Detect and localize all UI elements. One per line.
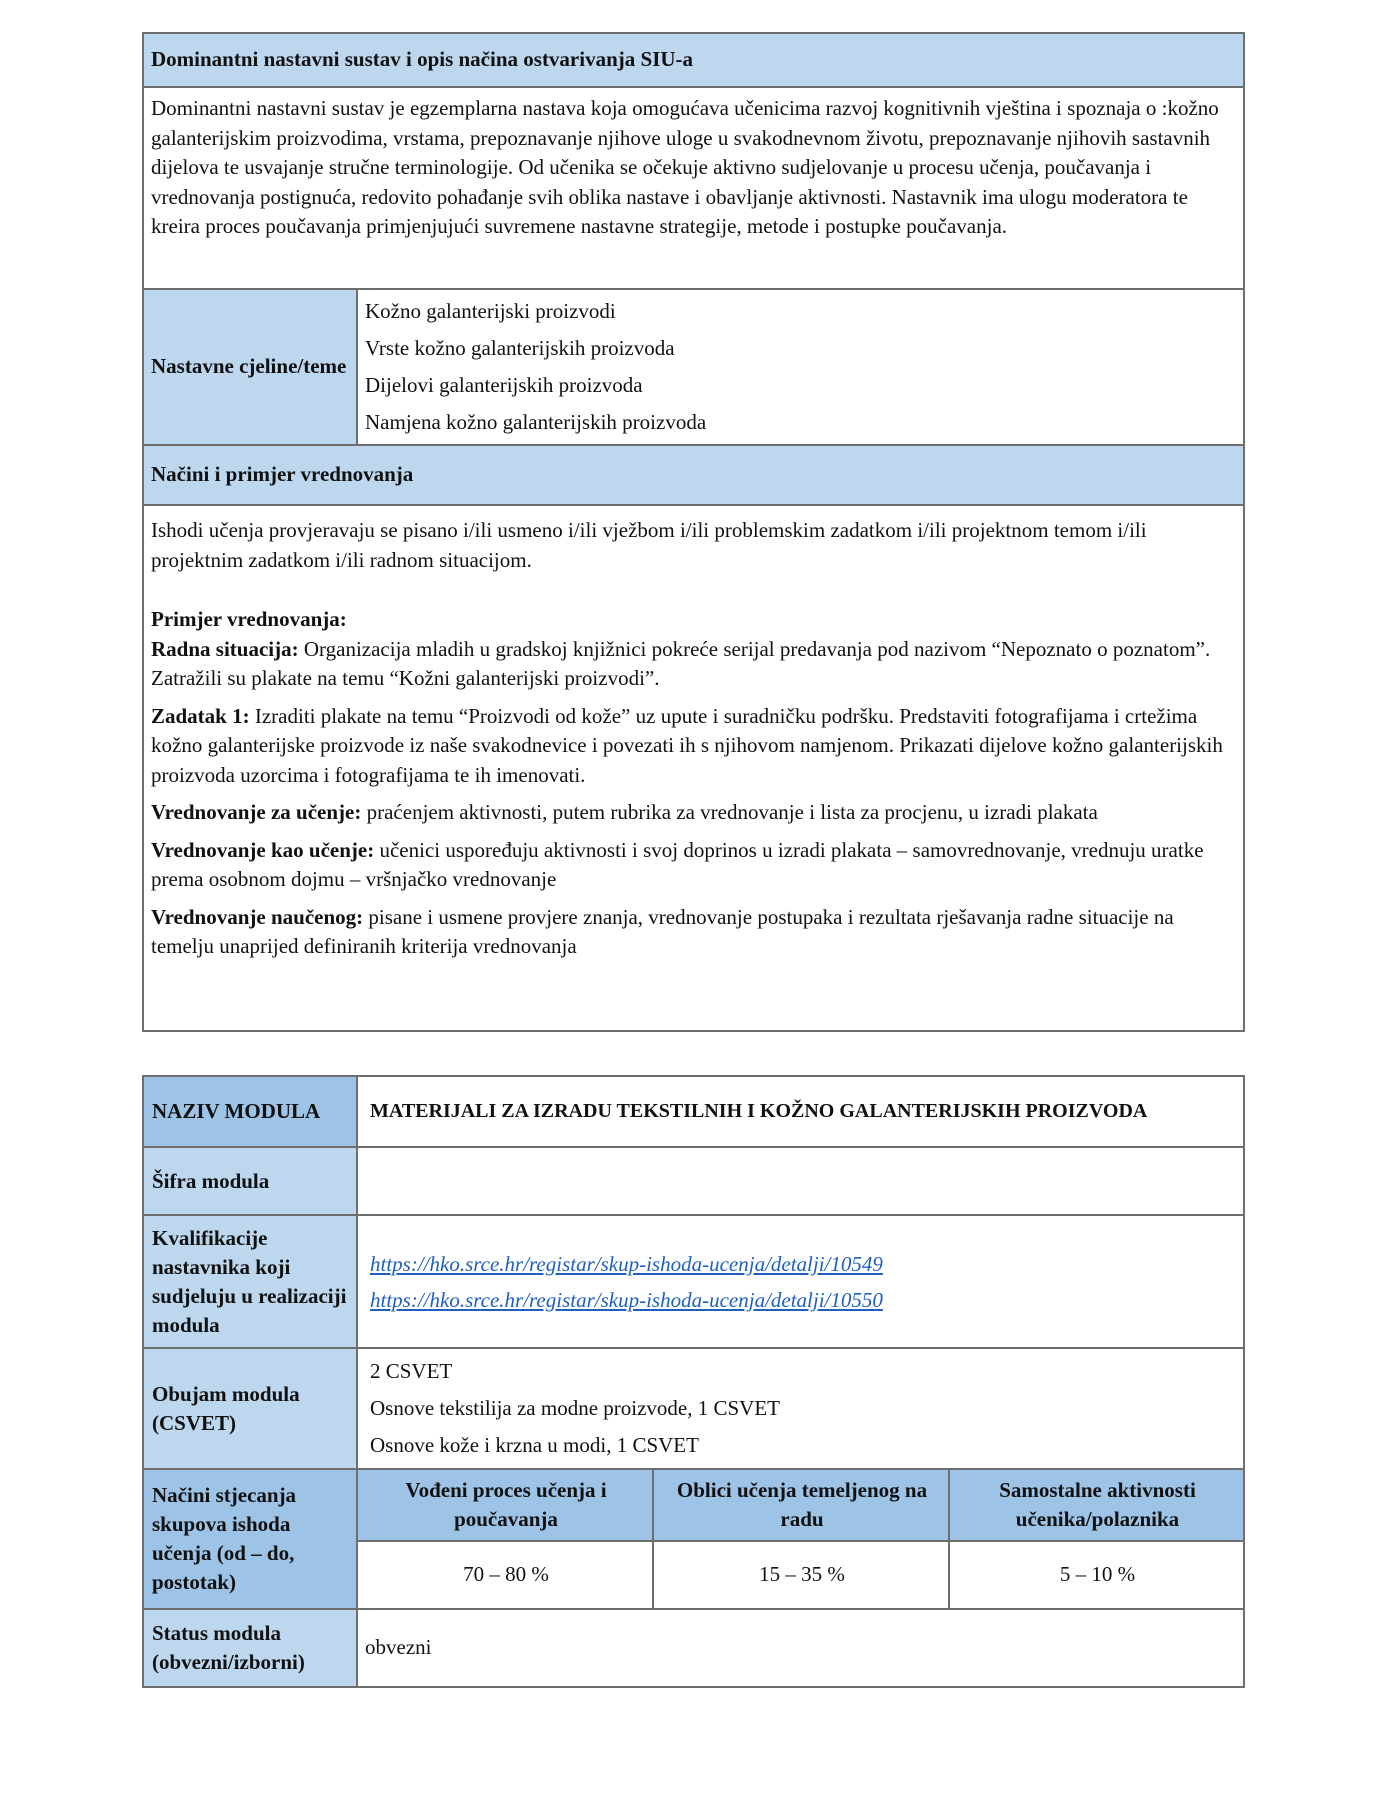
sifra-label: Šifra modula <box>143 1147 357 1215</box>
section-title: Dominantni nastavni sustav i opis načina ostvarivanja SIU-a <box>143 33 1244 87</box>
vrednovanje-body <box>143 505 1244 1031</box>
item-label: Radna situacija: <box>151 636 299 661</box>
item-label: Zadatak 1: <box>151 703 250 728</box>
sifra-value <box>357 1147 1244 1215</box>
item-text: Izraditi plakate na temu “Proizvodi od kože” uz upute i suradničku podršku. Predstaviti fotografijama i crtežima kožno galanterijske proizvode iz naše svakodnevice i povezati ih s njihovom namjenom. Prikazati dijelove kožno galanterijskih proizvoda uzorcima i fotografijama te ih imenovati. <box>151 703 1223 787</box>
nacini-header-oblici: Oblici učenja temeljenog na radu <box>653 1469 949 1541</box>
kvalifikacije-links <box>357 1215 1244 1348</box>
vrednovanje-item <box>151 836 1236 895</box>
item-label: Vrednovanje naučenog: <box>151 904 364 929</box>
primjer-title: Primjer vrednovanja: <box>151 607 347 631</box>
obujam-value <box>357 1348 1244 1469</box>
nacini-value-vodeni: 70 – 80 % <box>357 1541 653 1609</box>
siu-description-table <box>142 32 1245 1032</box>
description-paragraph: Dominantni nastavni sustav je egzemplarna nastava koja omogućava učenicima razvoj kognitivnih vještina i spoznaja o :kožno galanterijskim proizvodima, vrstama, prepoznavanje njihove uloge u svakodnevnom životu, prepoznavanje njihovih sastavnih dijelova te usvajanje stručne terminologije. Od učenika se očekuje aktivno sudjelovanje u procesu učenja, poučavanja i vrednovanja postignuća, redovito pohađanje svih oblika nastave i obavljanje aktivnosti. Nastavnik ima ulogu moderatora te kreira proces poučavanja primjenjujući suvremene nastavne strategije, metode i postupke poučavanja. <box>143 87 1244 289</box>
nacini-header-samostalne: Samostalne aktivnosti učenika/polaznika <box>949 1469 1244 1541</box>
teme-item: Vrste kožno galanterijskih proizvoda <box>365 336 675 360</box>
obujam-line: 2 CSVET <box>370 1359 453 1383</box>
vrednovanje-title: Načini i primjer vrednovanja <box>143 445 1244 505</box>
vrednovanje-item <box>151 635 1236 694</box>
item-label: Vrednovanje kao učenje: <box>151 837 375 862</box>
kvalifikacija-link[interactable]: https://hko.srce.hr/registar/skup-ishoda-ucenja/detalji/10550 <box>370 1287 883 1312</box>
nacini-header-vodeni: Vođeni proces učenja i poučavanja <box>357 1469 653 1541</box>
kvalifikacija-link[interactable]: https://hko.srce.hr/registar/skup-ishoda-ucenja/detalji/10549 <box>370 1251 883 1276</box>
teme-list <box>357 289 1244 445</box>
vrednovanje-item <box>151 702 1236 791</box>
obujam-line: Osnove kože i krzna u modi, 1 CSVET <box>370 1433 699 1457</box>
naziv-label: NAZIV MODULA <box>143 1076 357 1147</box>
nacini-value-samostalne: 5 – 10 % <box>949 1541 1244 1609</box>
teme-item: Kožno galanterijski proizvodi <box>365 299 616 323</box>
nacini-value-oblici: 15 – 35 % <box>653 1541 949 1609</box>
vrednovanje-item <box>151 903 1236 962</box>
teme-label-text: Nastavne cjeline/teme <box>151 354 347 379</box>
obujam-line: Osnove tekstilija za modne proizvode, 1 CSVET <box>370 1396 781 1420</box>
item-text: praćenjem aktivnosti, putem rubrika za vrednovanje i lista za procjenu, u izradi plakata <box>361 800 1098 824</box>
item-text: učenici uspoređuju aktivnosti i svoj doprinos u izradi plakata – samovrednovanje, vrednuju uratke prema osobnom dojmu – vršnjačko vrednovanje <box>151 837 1204 891</box>
vrednovanje-item <box>151 798 1236 828</box>
status-value: obvezni <box>357 1609 1244 1687</box>
teme-item: Dijelovi galanterijskih proizvoda <box>365 373 643 397</box>
teme-label <box>143 289 357 445</box>
obujam-label: Obujam modula (CSVET) <box>143 1348 357 1469</box>
kvalifikacije-label: Kvalifikacije nastavnika koji sudjeluju u realizaciji modula <box>143 1215 357 1348</box>
nacini-label: Načini stjecanja skupova ishoda učenja (od – do, postotak) <box>143 1469 357 1609</box>
naziv-value: MATERIJALI ZA IZRADU TEKSTILNIH I KOŽNO GALANTERIJSKIH PROIZVODA <box>357 1076 1244 1147</box>
vrednovanje-intro: Ishodi učenja provjeravaju se pisano i/ili usmeno i/ili vježbom i/ili problemskim zadatkom i/ili projektnom temom i/ili projektnim zadatkom i/ili radnom situacijom. <box>151 518 1147 572</box>
teme-item: Namjena kožno galanterijskih proizvoda <box>365 410 707 434</box>
module-table <box>142 1075 1245 1688</box>
item-text: Organizacija mladih u gradskoj knjižnici pokreće serijal predavanja pod nazivom “Nepoznato o poznatom”. Zatražili su plakate na temu “Kožni galanterijski proizvodi”. <box>151 636 1211 690</box>
status-label: Status modula (obvezni/izborni) <box>143 1609 357 1687</box>
item-text: pisane i usmene provjere znanja, vrednovanje postupaka i rezultata rješavanja radne situacije na temelju unaprijed definiranih kriterija vrednovanja <box>151 904 1174 958</box>
item-label: Vrednovanje za učenje: <box>151 800 362 824</box>
